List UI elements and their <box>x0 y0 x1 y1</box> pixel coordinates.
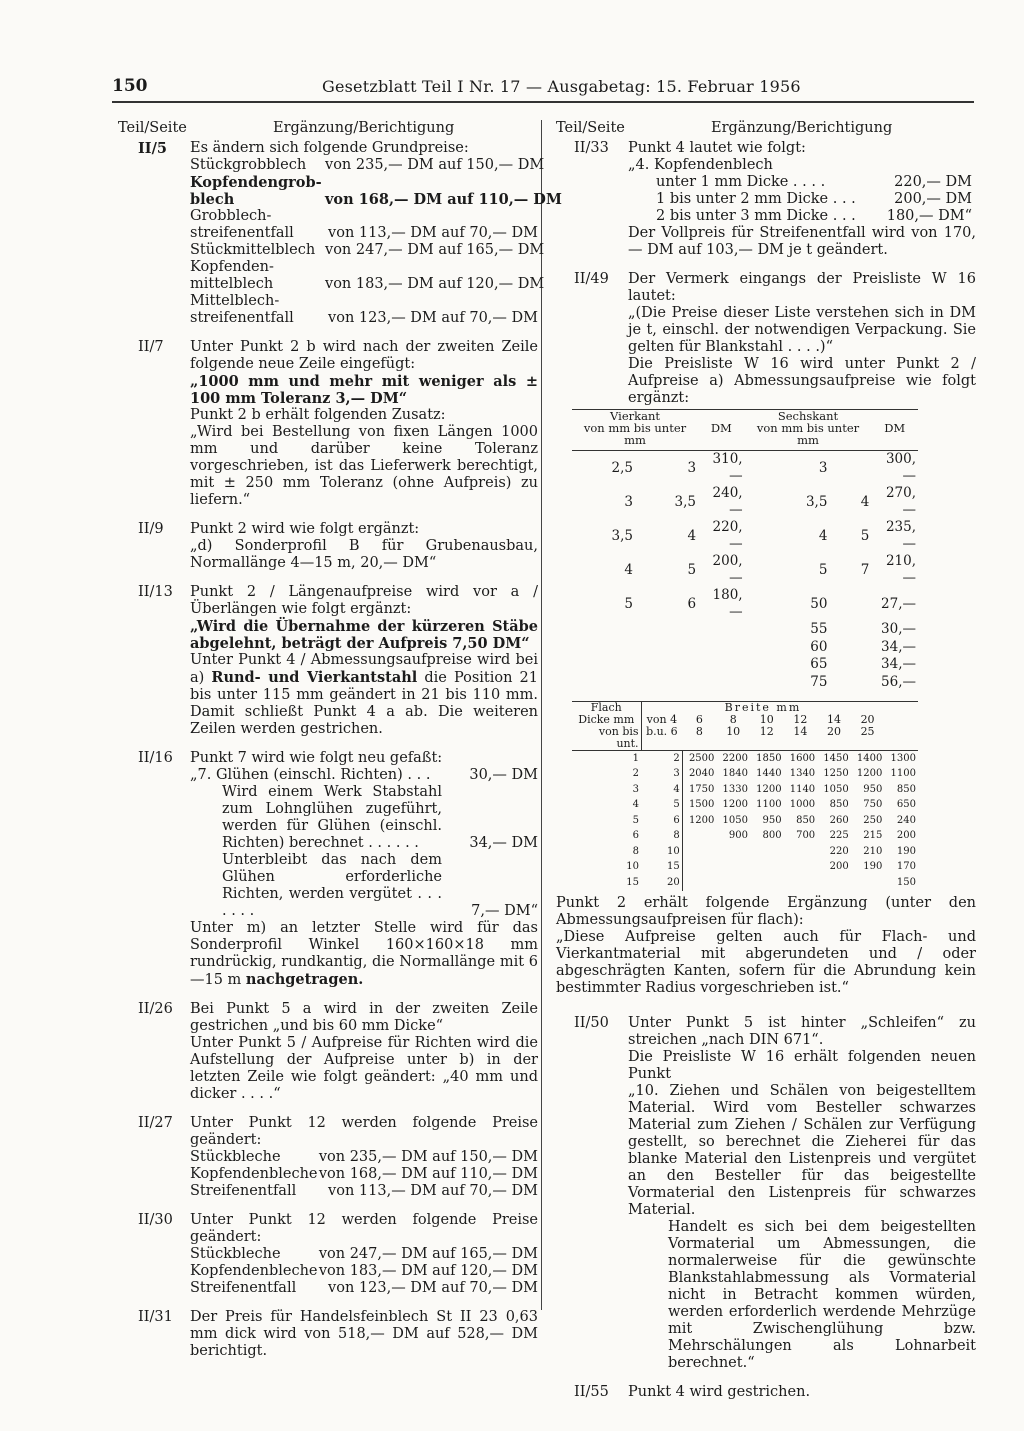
table-cell: 650 <box>896 799 916 811</box>
table-cell: 800 <box>762 830 782 842</box>
table-cell: 1000 <box>789 799 816 811</box>
price-row: Streifenentfall von 113,— DM auf 70,— DM <box>190 1183 538 1199</box>
table-cell: 950 <box>863 783 883 795</box>
table-row <box>572 798 918 814</box>
column-header-key: Teil/Seite <box>118 120 187 136</box>
table-row <box>572 844 918 860</box>
table-cell: 4 <box>673 783 680 795</box>
paragraph: Unter Punkt 4 / Abmessungsaufpreise wird bei a) Rund- und Vierkantstahl die Position 21 bis unter 115 mm geändert in 21 bis 110 mm. Damit schließt Punkt 4 a ab. Die weiteren Zeilen werden gestrichen. <box>190 652 538 737</box>
table-cell <box>682 860 716 876</box>
table-cell: 850 <box>829 799 849 811</box>
paragraph: Punkt 4 lautet wie folgt: <box>628 140 806 156</box>
paragraph: Die Preisliste W 16 erhält folgenden neuen Punkt <box>628 1048 976 1082</box>
table-cell: 5 <box>632 814 640 826</box>
header-rule <box>112 101 974 103</box>
entry-ii-13 <box>118 584 538 738</box>
table-row <box>572 860 918 876</box>
table-cell: 3 <box>818 459 828 476</box>
table-cell: 34,— <box>881 638 916 655</box>
quote: Handelt es sich bei dem beigestellten Vormaterial um Abmessungen, die normalerweise für die gewünschte Blankstahlabmessung als Vormaterial nicht in Betracht kommen würden, werden erforderlich werdende Mehrzüge mit Zwischenglühung bzw. Mehrschälungen als Lohnarbeit berechnet.“ <box>668 1218 976 1371</box>
price-row: Kopfendengrob-blech von 168,— DM auf 110,— DM <box>190 174 562 208</box>
table-cell: 56,— <box>881 673 916 690</box>
table-cell: 900 <box>728 830 748 842</box>
table-header-flach: Flach <box>590 701 622 714</box>
paragraph: Unter Punkt 2 b wird nach der zweiten Zeile folgende neue Zeile eingefügt: <box>190 339 538 372</box>
header-title: Gesetzblatt Teil I Nr. 17 — Ausgabetag: 15. Februar 1956 <box>322 77 801 96</box>
table-cell: 700 <box>796 830 816 842</box>
table-cell <box>829 587 871 621</box>
table-cell <box>716 860 750 876</box>
table-cell: 15 <box>626 876 640 888</box>
vierkant-sechskant-table: Vierkant von mm bis unter mm DM Sechskant von mm bis unter mm DM 2,5 3 310,— 3 300,— 3 3,5 240,— 3,5 4 270,— 3,5 4 220,— 4 5 235,— 4 5 200,— 5 7 210,— 5 6 180,— 50 27,— 55 30,— 60 34,— 65 34,— 75 56,— <box>572 409 918 691</box>
table-cell: 65 <box>810 656 828 673</box>
table-cell: 3 <box>687 459 697 476</box>
entry-code: II/55 <box>574 1383 609 1400</box>
price-line: „7. Glühen (einschl. Richten) . . . 30,— DM <box>190 767 538 783</box>
table-cell: 1200 <box>756 783 782 795</box>
table-cell: 20 <box>667 876 680 888</box>
table-cell <box>698 621 745 639</box>
table-cell: 1750 <box>682 782 716 798</box>
entry-code: II/5 <box>138 140 167 157</box>
table-cell: 310,— <box>712 451 743 484</box>
table-cell: 200 <box>829 861 849 873</box>
price-row: Stückmittelblech von 247,— DM auf 165,— DM <box>190 242 545 258</box>
table-cell: 34,— <box>881 656 916 673</box>
paragraph: Unter Punkt 5 ist hinter „Schleifen“ zu streichen „nach DIN 671“. <box>628 1014 976 1048</box>
table-cell: 2200 <box>722 752 748 764</box>
paragraph: Bei Punkt 5 a wird in der zweiten Zeile gestrichen „und bis 60 mm Dicke“ <box>190 1001 538 1034</box>
after-table-text <box>556 895 976 997</box>
table-cell <box>817 875 851 891</box>
table-cell: 8 <box>673 830 680 842</box>
table-cell: 1200 <box>682 813 716 829</box>
table-cell <box>572 639 635 657</box>
paragraph: Der Vermerk eingangs der Preisliste W 16 lautet: <box>628 271 976 304</box>
entry-code: II/33 <box>574 140 609 156</box>
table-cell <box>682 844 716 860</box>
table-cell: 2,5 <box>611 459 634 476</box>
table-cell: 7 <box>860 561 870 578</box>
table-cell: 1840 <box>722 768 748 780</box>
entry-code: II/7 <box>138 339 164 355</box>
table-row <box>572 674 918 692</box>
price-row: Kopfendenbleche von 183,— DM auf 120,— DM <box>190 1263 538 1279</box>
table-cell: 3 <box>673 768 680 780</box>
entry-code: II/27 <box>138 1115 173 1131</box>
table-cell: 1500 <box>682 798 716 814</box>
table-cell: 2500 <box>682 751 716 767</box>
paragraph: Punkt 2 / Längenaufpreise wird vor a / Überlängen wie folgt ergänzt: <box>190 584 538 617</box>
table-cell: 2 <box>632 768 640 780</box>
table-cell: 225 <box>829 830 849 842</box>
table-cell: 1140 <box>789 783 816 795</box>
table-cell <box>829 674 871 692</box>
entry-ii-9 <box>118 521 538 572</box>
table-cell: 3,5 <box>611 527 634 544</box>
entry-code: II/9 <box>138 521 164 537</box>
table-cell <box>750 875 784 891</box>
table-cell: 750 <box>863 799 883 811</box>
quote-head: „4. Kopfendenblech <box>628 157 773 173</box>
table-cell: 950 <box>762 814 782 826</box>
table-cell: 5 <box>673 799 680 811</box>
table-cell: 1300 <box>890 752 916 764</box>
table-header-vierkant: Vierkant <box>610 409 660 423</box>
column-header <box>556 120 976 140</box>
quote: „Wird die Übernahme der kürzeren Stäbe abgelehnt, beträgt der Aufpreis 7,50 DM“ <box>190 618 538 652</box>
table-cell: 6 <box>632 830 640 842</box>
table-cell <box>682 875 716 891</box>
price-row: Kopfenden-mittelblech von 183,— DM auf 120,— DM <box>190 259 545 292</box>
entry-code: II/13 <box>138 584 173 600</box>
paragraph: Punkt 2 wird wie folgt ergänzt: <box>190 521 420 537</box>
table-cell: 60 <box>810 638 828 655</box>
table-cell <box>750 844 784 860</box>
table-cell: 200 <box>896 830 916 842</box>
table-cell: 5 <box>860 527 870 544</box>
table-cell: 2040 <box>682 767 716 783</box>
table-cell <box>635 656 698 674</box>
price-row: unter 1 mm Dicke . . . . 220,— DM <box>656 174 972 190</box>
table-cell <box>572 656 635 674</box>
table-cell <box>572 621 635 639</box>
price-row: Stückgrobblech von 235,— DM auf 150,— DM <box>190 157 545 173</box>
column-header-entry: Ergänzung/Berichtigung <box>273 120 455 136</box>
paragraph: Punkt 4 wird gestrichen. <box>628 1383 811 1400</box>
entry-ii-31 <box>118 1309 538 1360</box>
table-cell <box>784 844 818 860</box>
quote: „Wird bei Bestellung von fixen Längen 1000 mm und darüber keine Toleranz vorgeschrieben, ist das Lieferwerk berechtigt, mit ± 250 mm Toleranz (ohne Aufpreis) zu liefern.“ <box>190 424 538 508</box>
column-header <box>118 120 538 140</box>
entry-ii-49 <box>556 271 976 997</box>
table-cell: 15 <box>667 861 680 873</box>
table1-body <box>572 451 918 692</box>
entry-code: II/50 <box>574 1014 609 1031</box>
table-cell: 4 <box>687 527 697 544</box>
table-cell: 850 <box>796 814 816 826</box>
table-cell: 1100 <box>890 768 916 780</box>
table2-body <box>572 751 918 891</box>
table-cell <box>784 875 818 891</box>
page-number: 150 <box>112 76 148 96</box>
table-cell: 6 <box>673 814 680 826</box>
table-cell <box>829 639 871 657</box>
entry-code: II/16 <box>138 750 173 766</box>
table-cell: 170 <box>896 861 916 873</box>
entry-ii-50 <box>556 1015 976 1372</box>
table-cell <box>750 860 784 876</box>
entry-intro: Es ändern sich folgende Grundpreise: <box>190 140 469 156</box>
column-header-key: Teil/Seite <box>556 120 625 136</box>
table-header-breite: Breite mm <box>641 702 884 715</box>
table-cell: 4 <box>624 561 634 578</box>
table-cell: 3,5 <box>805 493 828 510</box>
entry-ii-30 <box>118 1212 538 1297</box>
table-cell: 55 <box>810 621 828 638</box>
entry-ii-27 <box>118 1115 538 1200</box>
entry-ii-5 <box>118 140 562 327</box>
table-cell: 260 <box>829 814 849 826</box>
paragraph: Punkt 2 b erhält folgenden Zusatz: <box>190 407 446 423</box>
table-cell: 27,— <box>881 595 916 612</box>
column-header-entry: Ergänzung/Berichtigung <box>711 120 893 136</box>
quote: „10. Ziehen und Schälen von beigestelltem Material. Wird vom Besteller schwarzes Material zum Ziehen / Schälen zur Verfügung gestellt, so berechnet die Zieherei für das blanke Material den Listenpreis und vergütet an den Besteller für das beigestellte Vormaterial den Listenpreis für schwarzes Material. <box>628 1082 976 1218</box>
table-cell: 5 <box>818 561 828 578</box>
table-cell <box>698 656 745 674</box>
table-cell: 2 <box>673 752 680 764</box>
entry-ii-55 <box>556 1384 976 1401</box>
table-row <box>572 553 918 587</box>
table-cell: 180,— <box>712 587 743 620</box>
table-cell: 5 <box>687 561 697 578</box>
table-cell: 3 <box>632 783 640 795</box>
table-row <box>572 767 918 783</box>
table-cell <box>635 674 698 692</box>
table-cell: 4 <box>818 527 828 544</box>
table-cell: 240,— <box>712 485 743 518</box>
table-cell: 190 <box>863 861 883 873</box>
table-cell: 1200 <box>722 799 748 811</box>
table-cell <box>829 621 871 639</box>
table-cell <box>698 639 745 657</box>
table-cell: 1850 <box>756 752 782 764</box>
table-cell: 190 <box>896 845 916 857</box>
table-cell: 1 <box>632 752 640 764</box>
table-row <box>572 656 918 674</box>
table-cell: 240 <box>896 814 916 826</box>
table-cell: 1330 <box>722 783 748 795</box>
table-cell: 1600 <box>789 752 816 764</box>
table-row <box>572 519 918 553</box>
table-cell: 30,— <box>881 621 916 638</box>
price-row: Kopfendenbleche von 168,— DM auf 110,— DM <box>190 1166 538 1182</box>
table-cell: 4 <box>860 493 870 510</box>
entry-ii-7 <box>118 339 538 509</box>
table-row <box>572 639 918 657</box>
table-cell: 75 <box>810 673 828 690</box>
table-cell: 200,— <box>712 553 743 586</box>
table-cell <box>851 875 885 891</box>
table-cell: 3,5 <box>674 493 697 510</box>
table-cell: 1250 <box>823 768 849 780</box>
table-cell: 850 <box>896 783 916 795</box>
price-row: Stückbleche von 235,— DM auf 150,— DM <box>190 1149 538 1165</box>
table-row <box>572 751 918 767</box>
table-row <box>572 813 918 829</box>
price-row: Grobblech-streifenentfall von 113,— DM auf 70,— DM <box>190 208 538 241</box>
paragraph: Unter Punkt 12 werden folgende Preise geändert: <box>190 1115 538 1148</box>
quote: „d) Sonderprofil B für Grubenausbau, Normallänge 4—15 m, 20,— DM“ <box>190 538 538 571</box>
entry-ii-26 <box>118 1001 538 1103</box>
table-cell <box>716 875 750 891</box>
table-row <box>572 485 918 519</box>
table-row <box>572 829 918 845</box>
table-cell <box>682 829 716 845</box>
table-cell: 300,— <box>885 451 916 484</box>
table-cell: 220,— <box>712 519 743 552</box>
table-row <box>572 587 918 621</box>
paragraph: Die Preisliste W 16 wird unter Punkt 2 / Aufpreise a) Abmessungsaufpreise wie folgt ergänzt: <box>628 356 976 406</box>
price-line: Unterbleibt das nach dem Glühen erforderliche Richten, werden vergütet . . . . . . . 7,— DM“ <box>222 852 538 919</box>
table-row <box>572 621 918 639</box>
table-cell <box>698 674 745 692</box>
table-cell: 210 <box>863 845 883 857</box>
table-cell: 220 <box>829 845 849 857</box>
table-row <box>572 451 918 486</box>
table-cell <box>829 656 871 674</box>
table-cell: 1050 <box>722 814 748 826</box>
table-row <box>572 782 918 798</box>
entry-ii-33 <box>556 140 976 259</box>
table-cell: 1100 <box>756 799 782 811</box>
table-cell: 1400 <box>856 752 883 764</box>
right-column <box>556 120 976 1413</box>
table-cell: 235,— <box>885 519 916 552</box>
column-divider <box>541 120 542 1310</box>
table-cell: 215 <box>863 830 883 842</box>
table-cell: 50 <box>810 595 828 612</box>
table-cell: 1450 <box>823 752 849 764</box>
entry-code: II/31 <box>138 1309 173 1325</box>
table-cell: 3 <box>624 493 634 510</box>
paragraph: Unter m) an letzter Stelle wird für das Sonderprofil Winkel 160×160×18 mm rundrückig, rundkantig, die Normallänge mit 6—15 m nachgetragen. <box>190 920 538 988</box>
paragraph: Punkt 2 erhält folgende Ergänzung (unter den Abmessungsaufpreisen für flach): <box>556 894 976 928</box>
table-cell: 1200 <box>856 768 883 780</box>
table-cell <box>829 451 871 486</box>
left-column <box>118 120 562 1372</box>
price-row: Mittelblech-streifenentfall von 123,— DM auf 70,— DM <box>190 293 538 326</box>
table-cell: 10 <box>667 845 680 857</box>
table-cell <box>635 639 698 657</box>
entry-ii-16 <box>118 750 538 989</box>
entry-code: II/49 <box>574 271 609 287</box>
price-row: 2 bis unter 3 mm Dicke . . . 180,— DM“ <box>656 208 972 224</box>
quote: „(Die Preise dieser Liste verstehen sich in DM je t, einschl. der notwendigen Verpackung. Sie gelten für Blankstahl . . . .)“ <box>628 305 976 355</box>
table-cell: 10 <box>626 861 640 873</box>
paragraph: Punkt 7 wird wie folgt neu gefaßt: <box>190 750 443 766</box>
table-cell <box>635 621 698 639</box>
table-header-sechskant: Sechskant <box>777 409 839 423</box>
paragraph: Unter Punkt 12 werden folgende Preise geändert: <box>190 1212 538 1245</box>
entry-code: II/26 <box>138 1001 173 1017</box>
table-cell: 1440 <box>756 768 782 780</box>
flach-table: Flach Breite mm Dicke mm von 4 6 8 10 12 14 20 von bis unt. b.u. 6 8 10 12 14 20 25 1 2 2500 2200 1850 1600 1450 1400 1300 2 3 2040 1840 1440 1340 1250 1200 1100 3 4 1750 1330 1200 1140 1050 950 850 4 5 1500 1200 1100 1000 850 750 650 5 6 1200 1050 950 850 260 250 240 6 8 900 800 700 225 215 200 8 10 220 210 190 10 15 200 190 170 15 20 150 <box>572 701 918 891</box>
table-cell: 1340 <box>789 768 816 780</box>
paragraph: Der Preis für Handelsfeinblech St II 23 0,63 mm dick wird von 518,— DM auf 528,— DM berichtigt. <box>190 1309 538 1359</box>
table-cell: 150 <box>896 876 916 888</box>
table-cell <box>572 674 635 692</box>
quote: „Diese Aufpreise gelten auch für Flach- und Vierkantmaterial mit abgerundeten und / oder abgeschrägten Kanten, sofern für die Abrundung kein bestimmter Radius vorgeschrieben ist.“ <box>556 928 976 996</box>
table-cell: 4 <box>632 799 640 811</box>
entry-code: II/30 <box>138 1212 173 1228</box>
price-line: Wird einem Werk Stabstahl zum Lohnglühen zugeführt, werden für Glühen (einschl. Richten) berechnet . . . . . . 34,— DM <box>222 784 538 851</box>
table-cell <box>716 844 750 860</box>
paragraph: Der Vollpreis für Streifenentfall wird von 170,— DM auf 103,— DM je t geändert. <box>628 225 976 258</box>
paragraph: Unter Punkt 5 / Aufpreise für Richten wird die Aufstellung der Aufpreise unter b) in der letzten Zeile wie folgt geändert: „40 mm und dicker . . . .“ <box>190 1035 538 1102</box>
table-row <box>572 875 918 891</box>
page-header <box>112 78 972 100</box>
table-cell: 210,— <box>885 553 916 586</box>
table-cell: 250 <box>863 814 883 826</box>
table-cell <box>784 860 818 876</box>
table-cell: 270,— <box>885 485 916 518</box>
table-cell: 6 <box>687 595 697 612</box>
table-cell: 1050 <box>823 783 849 795</box>
quote: „1000 mm und mehr mit weniger als ± 100 mm Toleranz 3,— DM“ <box>190 373 538 407</box>
price-row: 1 bis unter 2 mm Dicke . . . 200,— DM <box>656 191 972 207</box>
table-cell: 8 <box>632 845 640 857</box>
price-row: Streifenentfall von 123,— DM auf 70,— DM <box>190 1280 538 1296</box>
table-cell: 5 <box>624 595 634 612</box>
price-row: Stückbleche von 247,— DM auf 165,— DM <box>190 1246 538 1262</box>
